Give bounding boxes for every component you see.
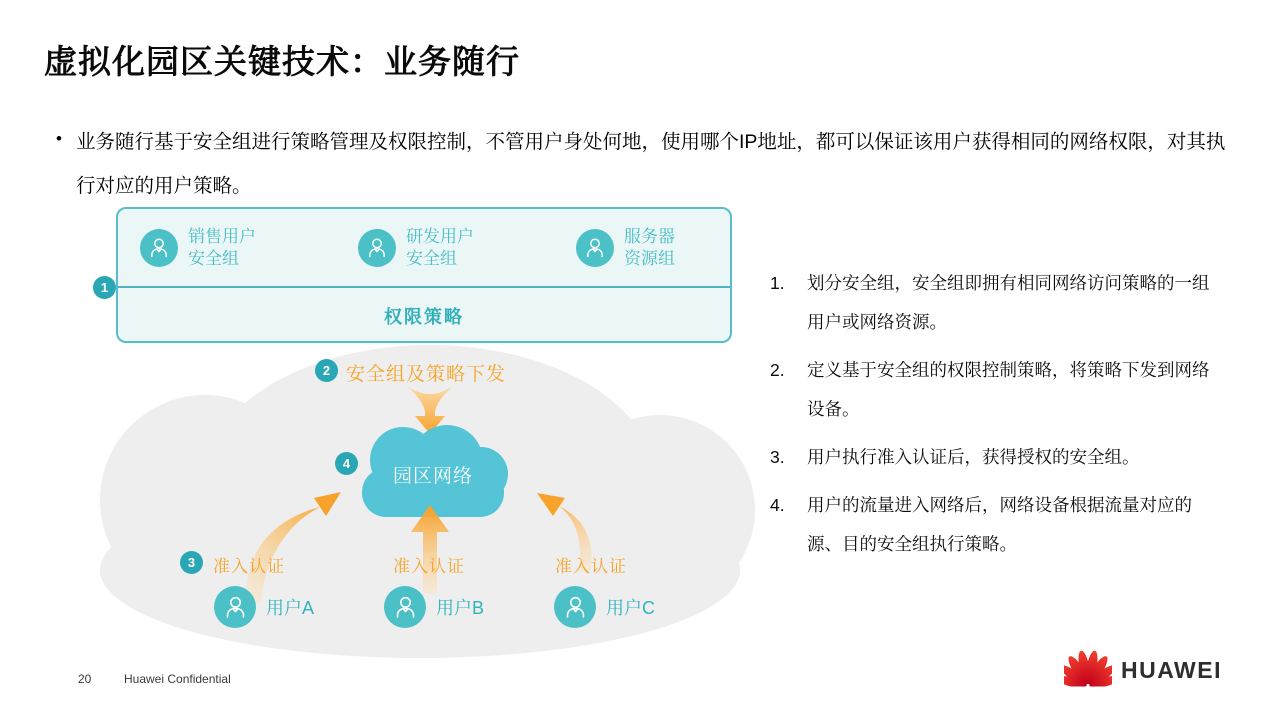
user-b [384, 586, 484, 628]
step-badge-3: 3 [180, 551, 203, 574]
step-text: 划分安全组，安全组即拥有相同网络访问策略的一组用户或网络资源。 [807, 273, 1210, 332]
huawei-wordmark: HUAWEI [1121, 656, 1222, 683]
step-number: 4. [770, 495, 785, 515]
user-label: 用户A [266, 598, 315, 618]
step-badge-1: 1 [93, 276, 116, 299]
person-icon [358, 229, 396, 267]
policy-push-label: 安全组及策略下发 [346, 364, 507, 385]
user-label: 用户B [436, 598, 485, 618]
permission-policy-label: 权限策略 [384, 307, 464, 327]
step-number: 3. [770, 447, 785, 467]
campus-network-label: 园区网络 [392, 466, 473, 487]
auth-label-c: 准入认证 [555, 557, 627, 576]
huawei-flower-icon [1064, 650, 1112, 690]
step-badge-2: 2 [315, 359, 338, 382]
user-label: 用户C [606, 598, 655, 618]
step-text: 定义基于安全组的权限控制策略，将策略下发到网络设备。 [807, 360, 1210, 419]
confidential-label: Huawei Confidential [124, 672, 231, 686]
steps-list [770, 264, 1218, 573]
step-number: 2. [770, 360, 785, 380]
user-a [214, 586, 314, 628]
group-label: 研发用户 安全组 [406, 227, 474, 268]
step-number: 1. [770, 273, 785, 293]
security-group-policy-box [116, 207, 732, 343]
intro-paragraph [56, 120, 1234, 208]
group-label: 服务器 资源组 [624, 227, 675, 268]
person-icon [214, 586, 256, 628]
policy-box-divider [118, 286, 730, 288]
step-text: 用户的流量进入网络后，网络设备根据流量对应的源、目的安全组执行策略。 [807, 495, 1192, 554]
group-label: 销售用户 安全组 [188, 227, 256, 268]
group-rnd [358, 226, 474, 270]
step-item-2 [770, 351, 1218, 429]
person-icon [384, 586, 426, 628]
person-icon [576, 229, 614, 267]
group-server [576, 226, 675, 270]
page-title: 虚拟化园区关键技术：业务随行 [44, 43, 520, 80]
person-icon [140, 229, 178, 267]
intro-text: 业务随行基于安全组进行策略管理及权限控制，不管用户身处何地，使用哪个IP地址，都可以保证该用户获得相同的网络权限，对其执行对应的用户策略。 [75, 131, 1226, 197]
person-icon [554, 586, 596, 628]
bullet-marker: • [56, 129, 62, 148]
group-sales [140, 226, 256, 270]
step-badge-4: 4 [335, 452, 358, 475]
auth-label-a: 准入认证 [213, 557, 285, 576]
step-text: 用户执行准入认证后，获得授权的安全组。 [807, 447, 1140, 467]
huawei-logo [1064, 650, 1222, 690]
step-item-3 [770, 438, 1218, 477]
page-number: 20 [78, 672, 92, 686]
step-item-1 [770, 264, 1218, 342]
user-c [554, 586, 655, 628]
step-item-4 [770, 486, 1218, 564]
auth-label-b: 准入认证 [393, 557, 465, 576]
